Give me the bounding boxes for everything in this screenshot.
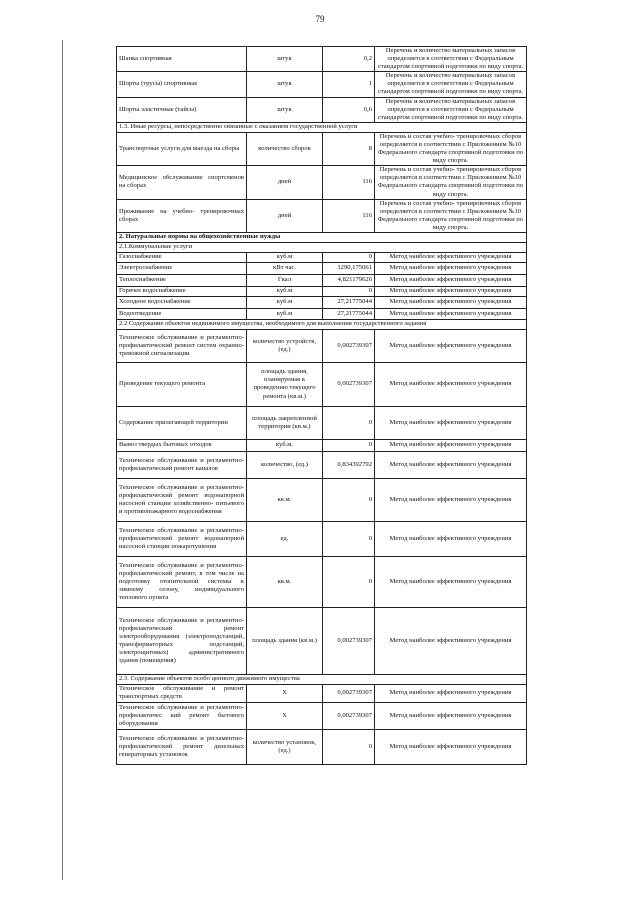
unit-cell: количество устройств, (ед.)	[247, 329, 323, 362]
method-cell: Перечень и состав учебно- тренировочных сборов определяется в соответствии с Приложением №10 Федерального стандарта спортивной подготовки по виду спорта.	[375, 132, 527, 165]
method-cell: Метод наиболее эффективного учреждения	[375, 451, 527, 478]
resource-name-cell: Техническое обслуживание и регламентно- профилактический ремонт систем охранно- тревожной сигнализации	[117, 329, 247, 362]
section-header-row	[117, 242, 527, 252]
section-header-row	[117, 122, 527, 132]
unit-cell: количество сборов	[247, 132, 323, 165]
norm-value-cell: 27,21775044	[323, 308, 375, 319]
table-row	[117, 286, 527, 296]
method-cell: Метод наиболее эффективного учреждения	[375, 274, 527, 286]
resource-name-cell: Техническое обслуживание и регламентно- профилактический ремонт каналов	[117, 451, 247, 478]
section-title: 1.3. Иные ресурсы, непосредственно связанные с оказанием государственной услуги	[117, 122, 527, 132]
method-cell: Метод наиболее эффективного учреждения	[375, 329, 527, 362]
method-cell: Перечень и количество материальных запасов определяется в соответствии с Федеральным стандартом спортивной подготовки по виду спорта.	[375, 97, 527, 122]
table-row	[117, 166, 527, 199]
method-cell: Метод наиболее эффективного учреждения	[375, 262, 527, 274]
unit-cell: количество установок, (ед.)	[247, 729, 323, 764]
table-row	[117, 556, 527, 607]
section-title: 2.3. Содержание объектов особо ценного движимого имущества	[117, 674, 527, 684]
method-cell: Метод наиболее эффективного учреждения	[375, 684, 527, 702]
resource-name-cell: Медицинское обслуживание спортсменов на сборах	[117, 166, 247, 199]
table-row	[117, 72, 527, 97]
norm-value-cell: 4,821179626	[323, 274, 375, 286]
unit-cell: количество, (ед.)	[247, 451, 323, 478]
resource-name-cell: Проведение текущего ремонта	[117, 362, 247, 406]
resource-name-cell: Вывоз твердых бытовых отходов	[117, 439, 247, 451]
method-cell: Метод наиболее эффективного учреждения	[375, 521, 527, 556]
resource-name-cell: Техническое обслуживание и регламентно- профилактичес кий ремонт бытового оборудования	[117, 702, 247, 729]
unit-cell: площадь здания (кв.м.)	[247, 607, 323, 674]
norm-value-cell: 0	[323, 478, 375, 521]
table-row	[117, 274, 527, 286]
resource-name-cell: Шорты (трусы) спортивные	[117, 72, 247, 97]
table-row	[117, 132, 527, 165]
unit-cell: дней	[247, 199, 323, 232]
norm-value-cell: 0,2	[323, 47, 375, 72]
method-cell: Перечень и количество материальных запасов определяется в соответствии с Федеральным стандартом спортивной подготовки по виду спорта.	[375, 72, 527, 97]
unit-cell: штук	[247, 72, 323, 97]
norm-value-cell: 8	[323, 132, 375, 165]
table-row	[117, 262, 527, 274]
resource-name-cell: Техническое обслуживание и ремонт транспортных средств	[117, 684, 247, 702]
table-row	[117, 308, 527, 319]
table-row	[117, 478, 527, 521]
unit-cell: куб.м.	[247, 439, 323, 451]
method-cell: Перечень и состав учебно- тренировочных сборов определяется в соответствии с Приложением №10 Федерального стандарта спортивной подготовки по виду спорта.	[375, 166, 527, 199]
norm-value-cell: 1290,175061	[323, 262, 375, 274]
method-cell: Метод наиболее эффективного учреждения	[375, 702, 527, 729]
unit-cell: площадь здания, планируемая к проведению текущего ремонта (кв.м.)	[247, 362, 323, 406]
norm-value-cell: 0	[323, 252, 375, 262]
resource-name-cell: Горячее водоснабжение	[117, 286, 247, 296]
table-row	[117, 329, 527, 362]
resource-name-cell: Техническое обслуживание и регламентно- профилактический ремонт электрооборудования (электроподстанций, трансформаторных подстанций, электрощитовых) административного здания (помещения)	[117, 607, 247, 674]
resource-name-cell: Проживание на учебно- тренировочных сборах	[117, 199, 247, 232]
unit-cell: куб.м	[247, 296, 323, 308]
unit-cell: Х	[247, 684, 323, 702]
method-cell: Метод наиболее эффективного учреждения	[375, 729, 527, 764]
norm-value-cell: 0,002739307	[323, 329, 375, 362]
norm-value-cell: 0	[323, 406, 375, 439]
section-title: 2. Натуральные нормы на общехозяйственные нужды	[117, 232, 527, 242]
table-row	[117, 406, 527, 439]
table-row	[117, 729, 527, 764]
method-cell: Метод наиболее эффективного учреждения	[375, 478, 527, 521]
method-cell: Метод наиболее эффективного учреждения	[375, 252, 527, 262]
method-cell: Перечень и количество материальных запасов определяется в соответствии с Федеральным стандартом спортивной подготовки по виду спорта.	[375, 47, 527, 72]
resource-name-cell: Содержание прилегающей территории	[117, 406, 247, 439]
norm-value-cell: 0	[323, 521, 375, 556]
unit-cell: кв.м.	[247, 556, 323, 607]
resource-name-cell: Газоснабжение	[117, 252, 247, 262]
table-row	[117, 47, 527, 72]
resource-name-cell: Шорты эластичные (тайсы)	[117, 97, 247, 122]
norm-value-cell: 0,002739307	[323, 607, 375, 674]
section-title: 2.1.Коммунальные услуги	[117, 242, 527, 252]
section-header-row	[117, 674, 527, 684]
unit-cell: Х	[247, 702, 323, 729]
norm-value-cell: 0,002739307	[323, 702, 375, 729]
norm-value-cell: 27,21775044	[323, 296, 375, 308]
resource-name-cell: Водоотведение	[117, 308, 247, 319]
method-cell: Метод наиболее эффективного учреждения	[375, 362, 527, 406]
unit-cell: дней	[247, 166, 323, 199]
norm-value-cell: 0	[323, 286, 375, 296]
table-row	[117, 451, 527, 478]
method-cell: Метод наиболее эффективного учреждения	[375, 406, 527, 439]
resource-name-cell: Транспортные услуги для выезда на сборы	[117, 132, 247, 165]
norms-table-body	[117, 47, 527, 765]
norm-value-cell: 0	[323, 729, 375, 764]
section-title: 2.2 Содержание объектов недвижимого имущества, необходимого для выполнения государственного задания	[117, 319, 527, 329]
table-row	[117, 607, 527, 674]
method-cell: Метод наиболее эффективного учреждения	[375, 296, 527, 308]
page-number: 79	[315, 14, 325, 24]
table-row	[117, 199, 527, 232]
norm-value-cell: 116	[323, 199, 375, 232]
method-cell: Перечень и состав учебно- тренировочных сборов определяется в соответствии с Приложением №10 Федерального стандарта спортивной подготовки по виду спорта.	[375, 199, 527, 232]
table-row	[117, 362, 527, 406]
section-header-row	[117, 232, 527, 242]
unit-cell: площадь закрепленной территории (кв.м.)	[247, 406, 323, 439]
resource-name-cell: Шапка спортивная	[117, 47, 247, 72]
unit-cell: кв.м.	[247, 478, 323, 521]
table-row	[117, 439, 527, 451]
method-cell: Метод наиболее эффективного учреждения	[375, 286, 527, 296]
resource-name-cell: Техническое обслуживание и регламентно- профилактический ремонт дизельных генераторных установок	[117, 729, 247, 764]
unit-cell: куб.м	[247, 286, 323, 296]
norm-value-cell: 0	[323, 439, 375, 451]
norm-value-cell: 116	[323, 166, 375, 199]
table-row	[117, 97, 527, 122]
norm-value-cell: 0,002739307	[323, 684, 375, 702]
norm-value-cell: 0,834392792	[323, 451, 375, 478]
unit-cell: ед.	[247, 521, 323, 556]
method-cell: Метод наиболее эффективного учреждения	[375, 308, 527, 319]
norm-value-cell: 0,6	[323, 97, 375, 122]
section-header-row	[117, 319, 527, 329]
norm-value-cell: 0,002739307	[323, 362, 375, 406]
norms-table	[116, 46, 527, 765]
unit-cell: штук	[247, 97, 323, 122]
binding-margin-line	[62, 40, 63, 880]
unit-cell: куб.м	[247, 308, 323, 319]
resource-name-cell: Техническое обслуживание и регламентно- профилактический ремонт, в том числе на подготовку отопительной системы к зимнему сезону, индивидуального теплового пункта	[117, 556, 247, 607]
resource-name-cell: Холодное водоснабжение	[117, 296, 247, 308]
unit-cell: штук	[247, 47, 323, 72]
table-row	[117, 521, 527, 556]
unit-cell: куб.м	[247, 252, 323, 262]
resource-name-cell: Техническое обслуживание и регламентно- профилактический ремонт водонапорной насосной станции пожаротушения	[117, 521, 247, 556]
resource-name-cell: Электроснабжение	[117, 262, 247, 274]
method-cell: Метод наиболее эффективного учреждения	[375, 556, 527, 607]
table-row	[117, 296, 527, 308]
norm-value-cell: 1	[323, 72, 375, 97]
table-row	[117, 702, 527, 729]
resource-name-cell: Теплоснабжение	[117, 274, 247, 286]
norm-value-cell: 0	[323, 556, 375, 607]
unit-cell: кВт час.	[247, 262, 323, 274]
table-row	[117, 252, 527, 262]
method-cell: Метод наиболее эффективного учреждения	[375, 439, 527, 451]
unit-cell: Гкал	[247, 274, 323, 286]
method-cell: Метод наиболее эффективного учреждения	[375, 607, 527, 674]
resource-name-cell: Техническое обслуживание и регламентно- профилактический ремонт водонапорной насосной станции хозяйственно- питьевого и противопожарного водоснабжения	[117, 478, 247, 521]
table-row	[117, 684, 527, 702]
